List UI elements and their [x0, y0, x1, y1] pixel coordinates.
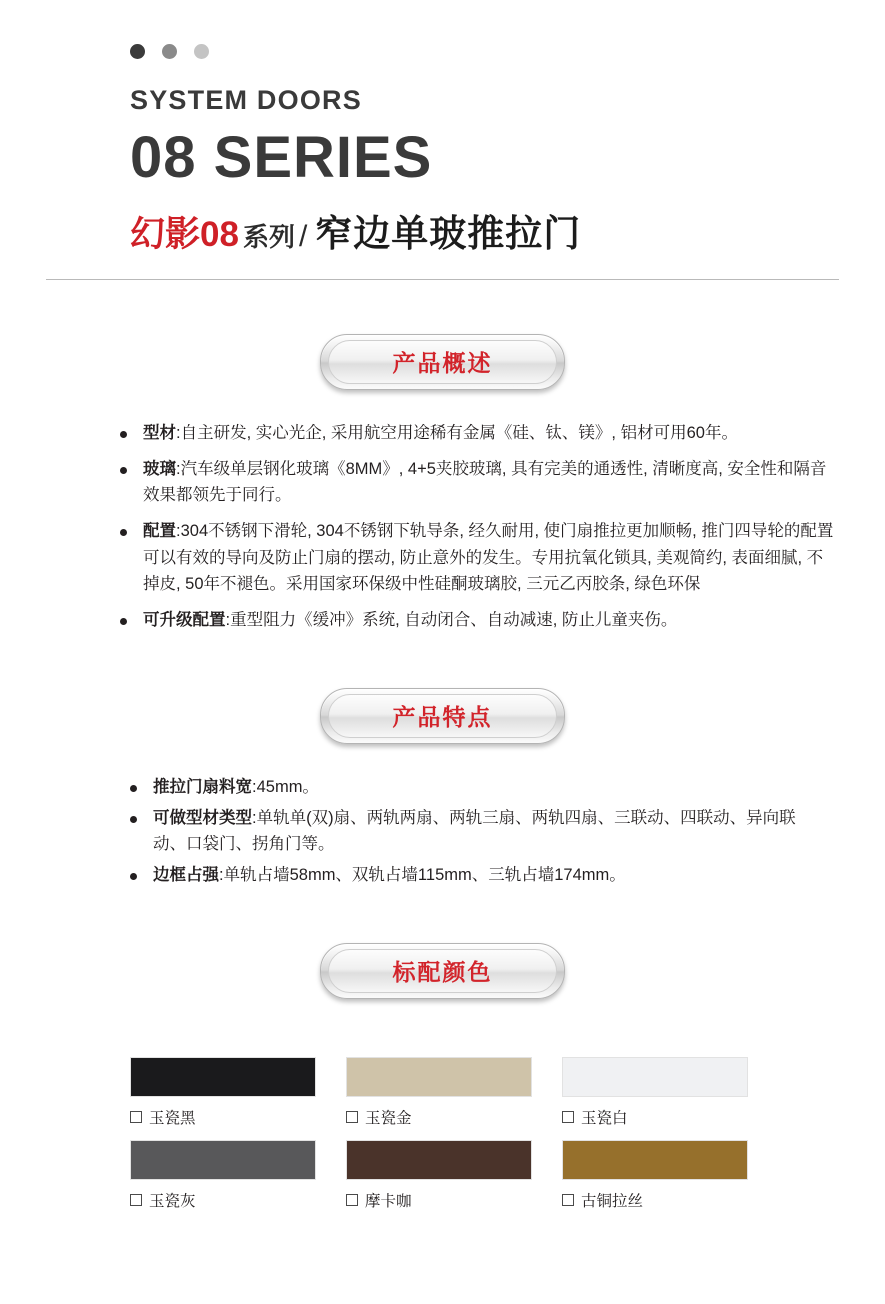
color-label-row — [130, 1106, 316, 1128]
list-item-sep: : — [252, 777, 257, 796]
bullet-icon — [130, 785, 137, 792]
checkbox-icon[interactable] — [346, 1111, 358, 1123]
color-cell — [130, 1140, 316, 1211]
list-item-body: 自主研发, 实心光企, 采用航空用途稀有金属《硅、钛、镁》, 铝材可用60年。 — [180, 423, 738, 442]
subtitle-slash: / — [298, 219, 308, 253]
list-item-body: 汽车级单层钢化玻璃《8MM》, 4+5夹胶玻璃, 具有完美的通透性, 清晰度高, 安全性和隔音效果都领先于同行。 — [143, 459, 827, 505]
list-item-body: 单轨单(双)扇、两轨两扇、两轨三扇、两轨四扇、三联动、四联动、异向联动、口袋门、拐角门等。 — [153, 808, 796, 854]
subtitle-product: 窄边单玻推拉门 — [315, 212, 582, 254]
color-label: 古铜拉丝 — [581, 1192, 644, 1210]
list-item-body: 单轨占墙58mm、双轨占墙115mm、三轨占墙174mm。 — [223, 866, 626, 885]
list-item-text — [143, 607, 839, 634]
features-list — [0, 774, 885, 889]
color-label: 玉瓷灰 — [149, 1192, 196, 1210]
list-item — [120, 607, 839, 634]
bullet-icon — [130, 816, 137, 823]
list-item-key: 可升级配置 — [143, 611, 226, 630]
list-item — [120, 420, 839, 447]
page-title: 08 SERIES — [130, 125, 433, 190]
color-row — [130, 1057, 755, 1128]
color-swatch — [130, 1140, 316, 1180]
color-swatch — [130, 1057, 316, 1097]
list-item-body: 304不锈钢下滑轮, 304不锈钢下轨导条, 经久耐用, 使门扇推拉更加顺畅, 推门四导轮的配置可以有效的导向及防止门扇的摆动, 防止意外的发生。专用抗氧化锁具, 美观简约, 表面细腻, 不掉皮, 50年不褪色。采用国家环保级中性硅酮玻璃胶, 三元乙丙胶条, 绿色环保 — [143, 522, 834, 594]
list-item-text — [153, 862, 825, 889]
list-item-key: 玻璃 — [143, 459, 176, 478]
section-heading-overview — [0, 334, 885, 390]
bullet-icon — [120, 529, 127, 536]
color-label: 玉瓷白 — [581, 1109, 628, 1127]
color-swatch-grid — [0, 1029, 885, 1211]
checkbox-icon[interactable] — [130, 1194, 142, 1206]
subtitle-brand: 幻影08 — [130, 214, 239, 254]
list-item-text — [153, 805, 825, 858]
color-label-row — [346, 1189, 532, 1211]
pill-colors — [320, 943, 565, 999]
bullet-icon — [120, 618, 127, 625]
color-label-row — [562, 1106, 748, 1128]
color-label-row — [562, 1189, 748, 1211]
dot-icon-1 — [130, 44, 145, 59]
color-cell — [346, 1057, 532, 1128]
list-item-text — [153, 774, 825, 801]
list-item-key: 边框占强 — [153, 866, 219, 885]
pill-label-overview: 产品概述 — [392, 350, 493, 377]
color-swatch — [346, 1140, 532, 1180]
color-label: 玉瓷黑 — [149, 1109, 196, 1127]
color-cell — [562, 1140, 748, 1211]
list-item-sep: : — [252, 808, 257, 827]
list-item — [130, 805, 825, 858]
color-cell — [562, 1057, 748, 1128]
list-item — [120, 518, 839, 598]
color-swatch — [346, 1057, 532, 1097]
list-item-body: 重型阻力《缓冲》系统, 自动闭合、自动减速, 防止儿童夹伤。 — [230, 611, 678, 630]
color-cell — [130, 1057, 316, 1128]
list-item-sep: : — [176, 522, 181, 541]
pill-overview — [320, 334, 565, 390]
list-item-text — [143, 456, 839, 509]
pill-label-colors: 标配颜色 — [392, 959, 493, 986]
list-item-key: 配置 — [143, 522, 176, 541]
list-item-body: 45mm。 — [256, 777, 319, 796]
list-item-sep: : — [219, 866, 224, 885]
dot-icon-3 — [194, 44, 209, 59]
color-label-row — [130, 1189, 316, 1211]
list-item-text — [143, 518, 839, 598]
bullet-icon — [120, 467, 127, 474]
page-header — [0, 0, 885, 257]
color-swatch — [562, 1057, 748, 1097]
section-heading-features — [0, 688, 885, 744]
list-item-sep: : — [225, 611, 231, 630]
section-heading-colors — [0, 943, 885, 999]
color-label: 摩卡咖 — [365, 1192, 412, 1210]
checkbox-icon[interactable] — [562, 1111, 574, 1123]
color-label: 玉瓷金 — [365, 1109, 412, 1127]
list-item-key: 推拉门扇料宽 — [153, 777, 252, 796]
list-item — [120, 456, 839, 509]
bullet-icon — [120, 431, 127, 438]
header-divider — [46, 279, 839, 280]
pill-features — [320, 688, 565, 744]
list-item-sep: : — [176, 459, 181, 478]
color-swatch — [562, 1140, 748, 1180]
page-subtitle — [130, 203, 839, 257]
checkbox-icon[interactable] — [562, 1194, 574, 1206]
list-item-text — [143, 420, 839, 447]
checkbox-icon[interactable] — [346, 1194, 358, 1206]
header-eyebrow: SYSTEM DOORS — [130, 85, 362, 115]
checkbox-icon[interactable] — [130, 1111, 142, 1123]
color-label-row — [346, 1106, 532, 1128]
list-item-sep: : — [176, 423, 181, 442]
list-item-key: 型材 — [143, 423, 176, 442]
list-item — [130, 862, 825, 889]
dot-icon-2 — [162, 44, 177, 59]
pill-label-features: 产品特点 — [392, 704, 493, 731]
color-row — [130, 1140, 755, 1211]
color-cell — [346, 1140, 532, 1211]
bullet-icon — [130, 873, 137, 880]
overview-list — [0, 420, 885, 634]
subtitle-series: 系列 — [242, 221, 295, 252]
list-item — [130, 774, 825, 801]
list-item-key: 可做型材类型 — [153, 808, 252, 827]
decorative-dots — [130, 44, 839, 59]
